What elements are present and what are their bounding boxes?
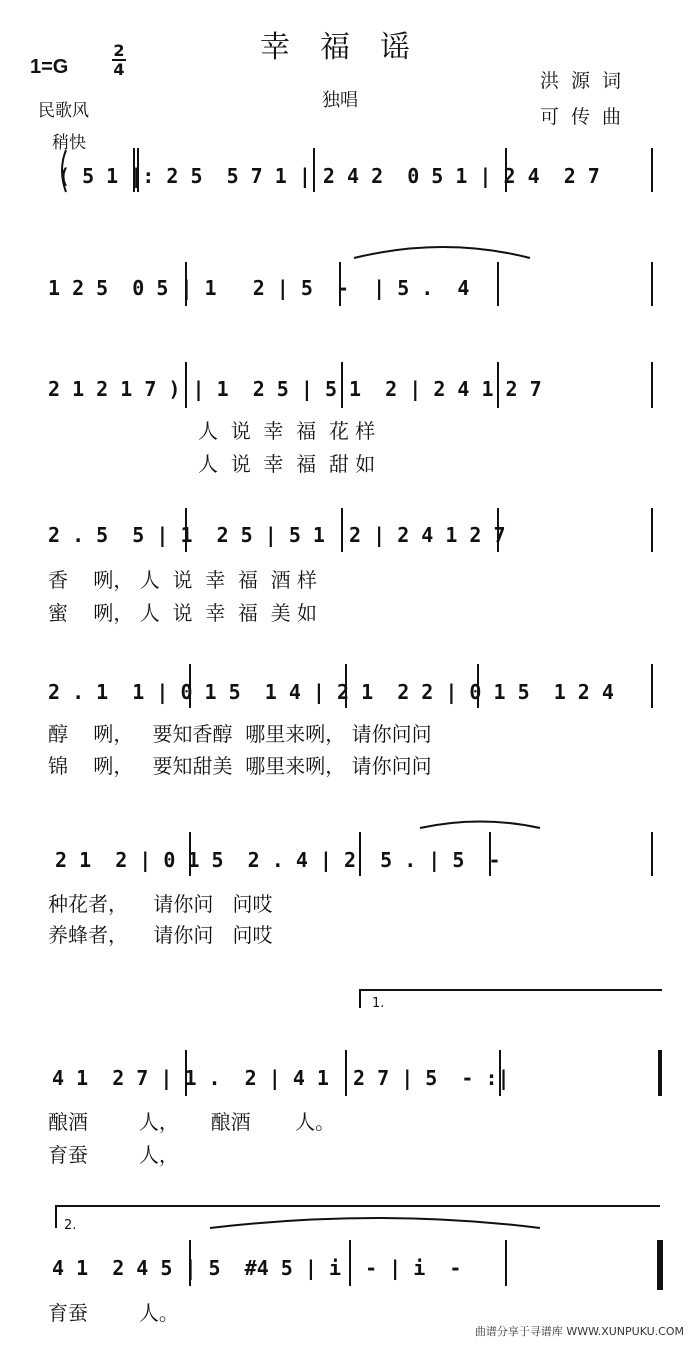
system-5-notes: 2 . 1 1 | 0 1 5 1 4 | 2 1 2 2 | 0 1 5 1 2 4 xyxy=(48,680,614,704)
volta-2-bracket xyxy=(56,1206,660,1228)
system-8-lyric-1: 育蚕 人。 xyxy=(48,1301,179,1325)
style-marking: 民歌风 xyxy=(38,101,89,121)
system-2-notes: 1 2 5 0 5 | 1 2 | 5 - | 5 . 4 xyxy=(48,276,470,300)
system-3-lyric-1: 人 说 幸 福 花 样 xyxy=(198,419,376,443)
system-4-lyric-1: 香 咧， 人 说 幸 福 酒 样 xyxy=(48,568,318,592)
key-signature: 1=G xyxy=(30,56,69,78)
volta-1-bracket xyxy=(360,990,662,1008)
time-top: 2 xyxy=(113,41,125,60)
tempo-marking: 稍快 xyxy=(52,133,86,153)
system-6-lyric-1: 种花者， 请你问 问哎 xyxy=(48,892,273,916)
volta-2-label: 2. xyxy=(64,1218,77,1233)
time-bottom: 4 xyxy=(113,60,125,79)
slur xyxy=(354,247,530,258)
lyricist-credit: 洪源词 xyxy=(540,70,634,92)
system-7-lyric-2: 育蚕 人， xyxy=(48,1143,179,1167)
slur xyxy=(420,822,540,829)
open-paren xyxy=(62,150,66,192)
system-7-notes: 4 1 2 7 | 1 . 2 | 4 1 2 7 | 5 - :| xyxy=(52,1066,510,1090)
performance-marking: 独唱 xyxy=(322,90,358,111)
system-1-notes: ( 5 1 |: 2 5 5 7 1 | 2 4 2 0 5 1 | 2 4 2 7 xyxy=(58,164,600,188)
system-8-notes: 4 1 2 4 5 | 5 #4 5 | i - | i - xyxy=(52,1256,462,1280)
composer-credit: 可传曲 xyxy=(540,106,634,128)
song-title: 幸福谣 xyxy=(260,30,440,65)
system-4-notes: 2 . 5 5 | 1 2 5 | 5 1 2 | 2 4 1 2 7 xyxy=(48,523,506,547)
system-5-lyric-2: 锦 咧， 要知甜美 哪里来咧， 请你问问 xyxy=(48,754,432,778)
system-3-notes: 2 1 2 1 7 ) | 1 2 5 | 5 1 2 | 2 4 1 2 7 xyxy=(48,377,542,401)
slur xyxy=(210,1218,540,1228)
volta-1-label: 1. xyxy=(372,996,385,1011)
system-5-lyric-1: 醇 咧， 要知香醇 哪里来咧， 请你问问 xyxy=(48,722,432,746)
system-6-notes: 2 1 2 | 0 1 5 2 . 4 | 2 5 . | 5 - xyxy=(55,848,501,872)
system-3-lyric-2: 人 说 幸 福 甜 如 xyxy=(198,452,376,476)
system-4-lyric-2: 蜜 咧， 人 说 幸 福 美 如 xyxy=(48,601,318,625)
system-7-lyric-1: 酿酒 人， 酿酒 人。 xyxy=(48,1110,336,1134)
watermark: 曲谱分享于寻谱库 WWW.XUNPUKU.COM xyxy=(474,1325,684,1338)
system-6-lyric-2: 养蜂者， 请你问 问哎 xyxy=(48,923,273,947)
